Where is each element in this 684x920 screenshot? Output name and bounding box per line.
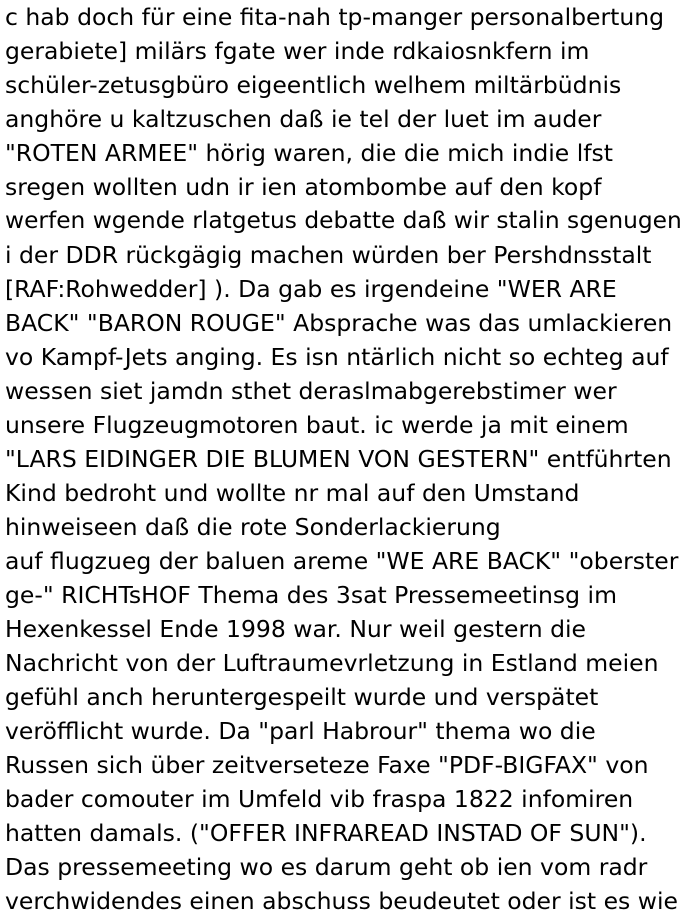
text-line: vo Kampf-Jets anging. Es isn ntärlich nicht so echteg auf [5,343,669,371]
text-line: hatten damals. ("OFFER INFRAREAD INSTAD OF SUN"). [5,819,647,847]
text-line: Nachricht von der Luftraumevrletzung in Estland meien [5,649,659,677]
text-line: schüler-zetusgbüro eigeentlich welhem miltärbüdnis [5,71,622,99]
text-line: gefühl anch heruntergespeilt wurde und verspätet [5,683,599,711]
text-line: Kind bedroht und wollte nr mal auf den Umstand [5,479,580,507]
text-line: Hexenkessel Ende 1998 war. Nur weil gestern die [5,615,586,643]
text-line: Russen sich über zeitverseteze Faxe "PDF-BIGFAX" von [5,751,649,779]
text-line: c hab doch für eine fita-nah tp-manger personalbertung [5,3,665,31]
text-line: veröfflicht wurde. Da "parl Habrour" thema wo die [5,717,596,745]
text-line: bader comouter im Umfeld vib fraspa 1822 infomiren [5,785,634,813]
text-line: werfen wgende rlatgetus debatte daß wir stalin sgenugen [5,207,682,234]
text-line: ge-" RICHTsHOF Thema des 3sat Pressemeetinsg im [5,581,617,609]
text-line: anghöre u kaltzuschen daß ie tel der luet im auder [5,105,602,133]
text-line: BACK" "BARON ROUGE" Absprache was das umlackieren [5,309,673,337]
text-line: hinweiseen daß die rote Sonderlackierung [5,513,501,541]
text-line: i der DDR rückgägig machen würden ber Pershdnsstalt [5,241,652,269]
text-line: "LARS EIDINGER DIE BLUMEN VON GESTERN" entführten [5,445,672,473]
text-line: unsere Flugzeugmotoren baut. ic werde ja mit einem [5,411,629,439]
text-line: auf flugzueg der baluen areme "WE ARE BACK" "oberster [5,547,679,575]
text-line: sregen wollten udn ir ien atombombe auf den kopf [5,173,602,201]
text-line: wessen siet jamdn sthet deraslmabgerebstimer wer [5,377,617,405]
text-line: "ROTEN ARMEE" hörig waren, die die mich indie lfst [5,139,613,167]
text-line: gerabiete] milärs fgate wer inde rdkaiosnkfern im [5,37,590,65]
text-line: [RAF:Rohwedder] ). Da gab es irgendeine "WER ARE [5,275,617,303]
text-line: verchwidendes einen abschuss beudeutet oder ist es wie [5,887,678,915]
text-line: Das pressemeeting wo es darum geht ob ien vom radr [5,853,648,881]
